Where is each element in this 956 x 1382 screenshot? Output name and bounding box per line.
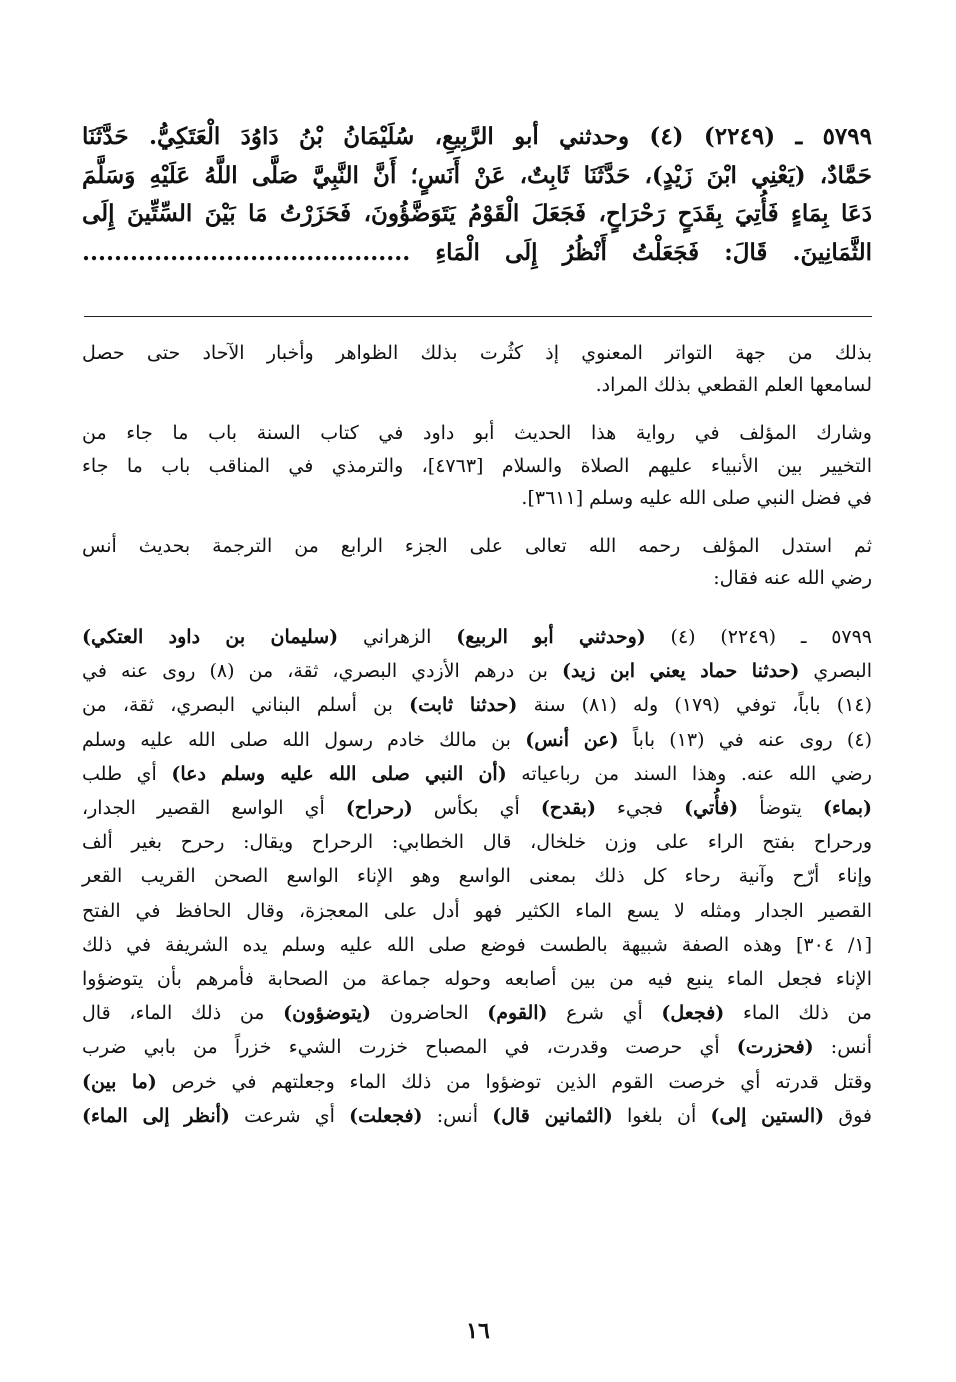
text-segment: أي طلب	[82, 762, 172, 785]
text-segment: وشارك المؤلف في رواية هذا الحديث أبو داود في كتاب السنة باب ما جاء من	[82, 422, 872, 444]
quoted-hadith-phrase: (حدثنا حماد يعني ابن زيد)	[561, 660, 800, 683]
text-segment: رضي الله عنه. وهذا السند من رباعياته	[506, 762, 872, 785]
text-line	[82, 791, 872, 825]
quoted-hadith-phrase: (بماء)	[823, 797, 872, 820]
text-line	[82, 688, 872, 722]
text-segment: بن درهم الأزدي البصري، ثقة، من (٨) روى عنه في	[82, 660, 562, 683]
quoted-hadith-phrase: (يتوضؤون)	[283, 1002, 372, 1025]
quoted-hadith-phrase: (رحراح)	[345, 797, 413, 820]
text-segment: بن أسلم البناني البصري، ثقة، من	[82, 694, 410, 717]
quoted-hadith-phrase: (عن أنس)	[525, 728, 619, 751]
text-line	[82, 482, 872, 515]
text-line	[82, 859, 872, 893]
text-segment: التخيير بين الأنبياء عليهم الصلاة والسلام [٤٧٦٣]، والترمذي في المناقب باب ما جاء	[82, 454, 872, 477]
text-segment: وإناء أرّح وآنية رحاء كل ذلك بمعنى الواسع وهو الإناء الواسع الصحن القريب القعر	[82, 865, 872, 888]
quoted-hadith-phrase: (حدثنا ثابت)	[409, 694, 518, 717]
text-segment: أي شرع	[547, 1002, 662, 1025]
text-segment: ثم استدل المؤلف رحمه الله تعالى على الجزء الرابع من الترجمة بحديث أنس	[82, 535, 872, 557]
text-line	[82, 118, 872, 157]
quoted-hadith-phrase: (فجعل)	[661, 1002, 725, 1025]
text-line	[82, 894, 872, 928]
quoted-hadith-phrase: (وحدثني أبو الربيع)	[456, 626, 646, 648]
text-segment: الثَّمَانِينَ. قَالَ: فَجَعَلْتُ أَنْظُرُ إِلَى الْمَاءِ .........................................	[82, 238, 872, 266]
text-segment: دَعَا بِمَاءٍ فَأُتِيَ بِقَدَحٍ رَحْرَاحٍ، فَجَعَلَ الْقَوْمُ يَتَوَضَّؤُونَ، فَحَزَرْتُ مَا بَيْنَ السِّتِّينَ إِلَى	[82, 200, 872, 227]
quoted-hadith-phrase: (فأُتي)	[684, 797, 739, 820]
text-segment: رضي الله عنه فقال:	[713, 567, 872, 589]
quoted-hadith-phrase: (فحزرت)	[736, 1036, 814, 1059]
text-segment: الإناء فجعل الماء ينبع فيه من بين أصابعه وحوله جماعة من الصحابة فأمرهم بأن يتوضؤوا	[82, 968, 872, 991]
text-segment: أي الواسع القصير الجدار،	[82, 797, 346, 820]
hadith-text	[82, 118, 872, 272]
text-line	[82, 337, 872, 369]
text-segment: يتوضأ	[738, 797, 823, 820]
text-segment: في فضل النبي صلى الله عليه وسلم [٣٦١١].	[521, 487, 872, 509]
text-segment: [١/ ٣٠٤] وهذه الصفة شبيهة بالطست فوضع صلى الله عليه وسلم يده الشريفة في ذلك	[82, 933, 872, 956]
quoted-hadith-phrase: (الثمانين قال)	[492, 1104, 613, 1127]
text-segment: الزهراني	[338, 626, 457, 648]
quoted-hadith-phrase: (سليمان بن داود العتكي)	[82, 626, 339, 648]
text-line	[82, 417, 872, 450]
text-segment: (٤) روى عنه في (١٣) باباً	[618, 728, 872, 751]
text-line	[82, 1099, 872, 1133]
text-line	[82, 757, 872, 791]
text-line	[82, 654, 872, 688]
text-segment: ورحراح بفتح الراء على وزن خلخال، قال الخطابي: الرحراح ويقال: رحرح بغير ألف	[82, 831, 872, 854]
quoted-hadith-phrase: (أن النبي صلى الله عليه وسلم دعا)	[171, 762, 507, 785]
text-segment: فجيء	[595, 797, 685, 820]
commentary-paragraph-1	[82, 337, 872, 401]
text-segment: أنس:	[813, 1036, 872, 1059]
text-segment: (١٤) باباً، توفي (١٧٩) وله (٨١) سنة	[517, 694, 872, 717]
text-line	[82, 530, 872, 562]
text-segment: وقتل قدرته أي خرصت القوم الذين توضؤوا من ذلك الماء وجعلتهم في خرص	[156, 1070, 873, 1093]
text-segment: بن مالك خادم رسول الله صلى الله عليه وسلم	[82, 728, 526, 751]
text-line	[82, 234, 872, 273]
footnote-divider	[84, 316, 872, 317]
text-segment: من ذلك الماء، قال	[82, 1002, 284, 1025]
text-segment: أنس:	[422, 1104, 493, 1127]
text-line	[82, 723, 872, 757]
text-segment: فوق	[824, 1104, 872, 1127]
text-segment: الحاضرون	[371, 1002, 488, 1025]
text-segment: أي شرعت	[229, 1104, 350, 1127]
text-segment: ٥٧٩٩ ـ (٢٢٤٩) (٤)	[645, 626, 873, 648]
text-line	[82, 195, 872, 234]
quoted-hadith-phrase: (فجعلت)	[349, 1104, 423, 1127]
text-line	[82, 620, 872, 654]
text-line	[82, 996, 872, 1030]
quoted-hadith-phrase: (القوم)	[487, 1002, 548, 1025]
text-segment: لسامعها العلم القطعي بذلك المراد.	[595, 374, 872, 396]
text-line	[82, 825, 872, 859]
text-line	[82, 369, 872, 401]
text-segment: البصري	[799, 660, 872, 683]
quoted-hadith-phrase: (أنظر إلى الماء)	[82, 1104, 230, 1127]
text-segment: أي بكأس	[412, 797, 541, 820]
text-line	[82, 1030, 872, 1064]
text-segment: القصير الجدار ومثله لا يسع الماء الكثير فهو أدل على المعجزة، وقال الحافظ في الفتح	[82, 899, 872, 922]
text-line	[82, 562, 872, 594]
text-segment: حَمَّادٌ، (يَعْنِي ابْنَ زَيْدٍ)، حَدَّثَنَا ثَابِتٌ، عَنْ أَنَسٍ؛ أَنَّ النَّبِيَّ صَلَّى اللَّهُ عَلَيْهِ وَسَلَّمَ	[82, 161, 872, 189]
text-line	[82, 157, 872, 196]
commentary-paragraph-4	[82, 620, 872, 1133]
text-segment: أي حرصت وقدرت، في المصباح خزرت الشيء خزراً من بابي ضرب	[82, 1036, 737, 1059]
commentary-paragraph-3	[82, 530, 872, 594]
page-number: ١٦	[466, 1318, 490, 1344]
text-segment: أن بلغوا	[612, 1104, 711, 1127]
text-segment: من ذلك الماء	[724, 1002, 872, 1025]
quoted-hadith-phrase: (الستين إلى)	[710, 1104, 825, 1127]
quoted-hadith-phrase: (ما بين)	[82, 1070, 157, 1093]
text-line	[82, 928, 872, 962]
commentary-paragraph-2	[82, 417, 872, 515]
text-segment: بذلك من جهة التواتر المعنوي إذ كثُرت بذلك الظواهر وأخبار الآحاد حتى حصل	[82, 342, 872, 364]
text-line	[82, 962, 872, 996]
quoted-hadith-phrase: (بقدح)	[540, 797, 596, 820]
text-line	[82, 1065, 872, 1099]
text-line	[82, 450, 872, 483]
text-segment: ٥٧٩٩ ـ (٢٢٤٩) (٤) وحدثني أبو الرَّبِيعِ، سُلَيْمَانُ بْنُ دَاوُدَ الْعَتَكِيُّ. حَدَّثَنَا	[82, 123, 872, 150]
